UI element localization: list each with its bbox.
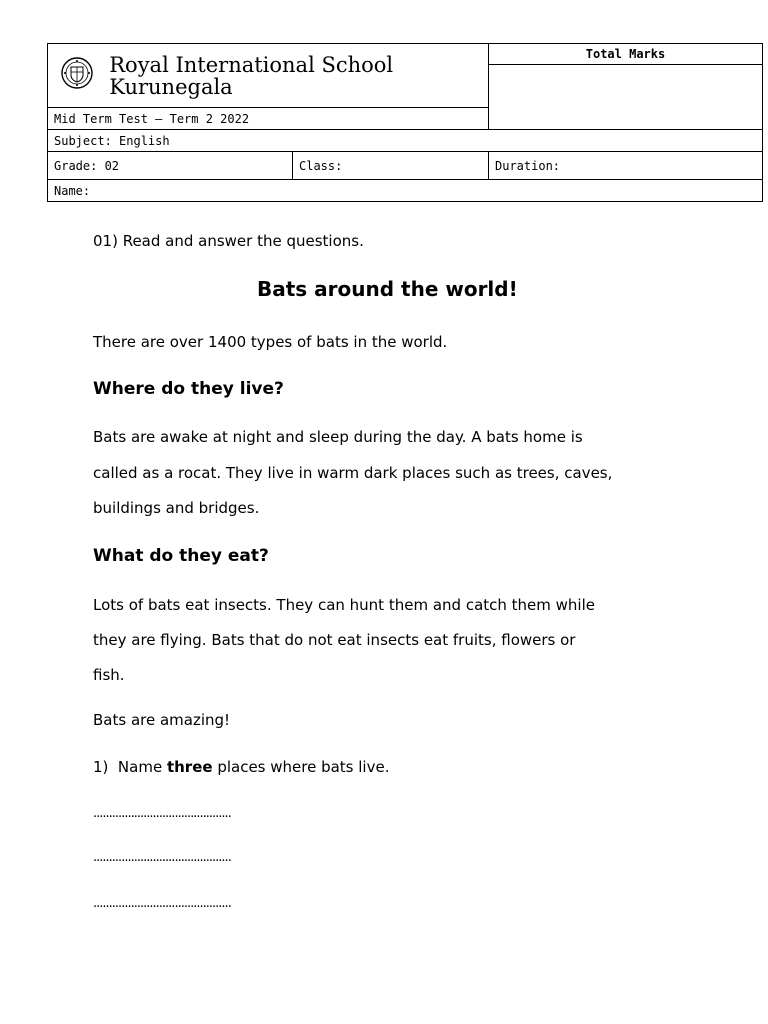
paragraph1-line3: buildings and bridges. xyxy=(93,499,260,517)
test-title: Mid Term Test – Term 2 2022 xyxy=(48,108,489,130)
paragraph2-line1: Lots of bats eat insects. They can hunt them and catch them while xyxy=(93,596,595,614)
answer-line[interactable]: ............................................ xyxy=(93,896,231,911)
total-marks-label: Total Marks xyxy=(489,44,763,65)
question-1-suffix: places where bats live. xyxy=(212,758,390,776)
paragraph1-line2: called as a rocat. They live in warm dark places such as trees, caves, xyxy=(93,464,613,482)
paragraph1-line1: Bats are awake at night and sleep during the day. A bats home is xyxy=(93,428,583,446)
question-1-bold-word: three xyxy=(166,758,213,776)
intro-text: There are over 1400 types of bats in the world. xyxy=(93,333,448,351)
closing-text: Bats are amazing! xyxy=(93,711,231,729)
name-field: Name: xyxy=(48,180,763,202)
school-cell xyxy=(48,44,489,108)
school-name-line2: Kurunegala xyxy=(109,74,233,99)
school-name xyxy=(109,54,393,98)
question-1 xyxy=(93,758,389,776)
paragraph2-line3: fish. xyxy=(93,666,125,684)
answer-line[interactable]: ............................................ xyxy=(93,806,231,821)
heading-where-live: Where do they live? xyxy=(93,379,284,399)
class-field: Class: xyxy=(293,152,489,180)
total-marks-box xyxy=(489,65,763,130)
question-1-prefix: 1) Name xyxy=(93,758,167,776)
passage-title: Bats around the world! xyxy=(257,277,518,301)
duration-field: Duration: xyxy=(489,152,763,180)
heading-what-eat: What do they eat? xyxy=(93,546,269,566)
subject-field: Subject: English xyxy=(48,130,763,152)
paragraph2-line2: they are flying. Bats that do not eat insects eat fruits, flowers or xyxy=(93,631,576,649)
header-table xyxy=(47,43,763,202)
instruction-text: 01) Read and answer the questions. xyxy=(93,232,364,250)
grade-field: Grade: 02 xyxy=(48,152,293,180)
school-crest-icon xyxy=(60,56,94,93)
answer-line[interactable]: ............................................ xyxy=(93,850,231,865)
school-name-line1: Royal International School xyxy=(109,52,394,77)
